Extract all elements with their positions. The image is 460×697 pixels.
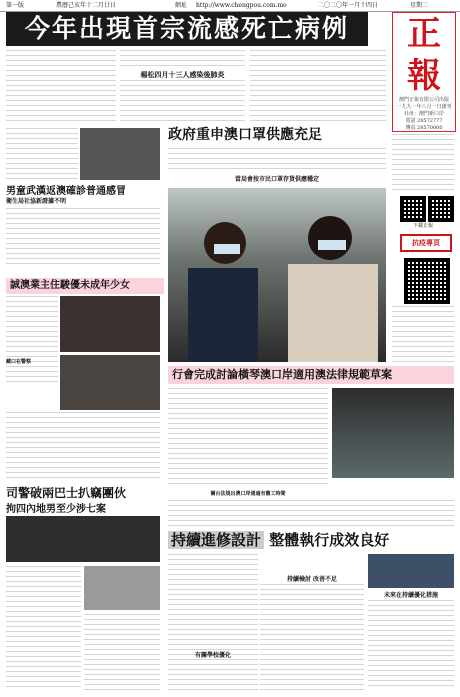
lead-headline: 今年出現首宗流感死亡病例 [6,12,368,46]
mask-icon [318,240,346,250]
page-number: 第一版 [6,2,25,9]
left-body-5 [6,566,81,690]
mask-supply-headline [168,126,386,144]
press-conference-photo [332,388,454,478]
lead-body-col4 [250,50,386,122]
border-law-body-2 [168,500,454,526]
police-photo [60,296,160,352]
masthead-info [392,134,454,194]
bus-subhead: 拘四內地男至少涉七案 [6,504,106,515]
qr-label: 下載正報 [412,223,433,229]
left-body-3 [6,296,58,386]
mask-body [168,148,386,172]
suspects-photo [6,516,160,562]
classroom-photo [80,128,160,180]
lead-subhead: 楊松四月十三人感染後肺炎 [140,70,225,79]
issue-date: 二〇二〇年一月十四日 [318,2,379,9]
design-subhead-1: 持續檢討 改善不足 [286,576,338,583]
masthead [392,12,456,132]
design-body-3 [368,600,454,690]
design-body-1 [168,554,258,690]
border-law-headline: 行會完成討論橫琴澳口岸適用澳法律規範草案 [168,366,454,384]
underage-headline: 誠澳業主住駿優未成年少女 [6,278,164,294]
evidence-photo [84,566,160,610]
arrest-photo [60,355,160,410]
masthead-line: 一九九一年八月一日創刊 [396,104,452,110]
weekday: 星期二 [410,2,429,9]
design-subhead-3: 有關學校優化 [194,652,231,659]
no-ncov-headline: 衛生局社協新證據不明 [6,198,67,205]
anti-epidemic-stamp[interactable]: 抗疫專頁 [400,234,452,252]
design-body-2 [260,584,364,690]
masthead-line: 傳真 28570000 [405,125,443,131]
masthead-line: 澳門正報有限公司出版 [398,97,449,103]
wuhan-boy-headline: 男童武漢返澳確診普通感冒 [6,186,126,197]
mask-headline-text: 政府重申澳口罩供應充足 [168,127,322,143]
lead-body-col1 [6,50,116,122]
masthead-notes [392,306,454,362]
design-headline [168,530,454,550]
url-label: 網址 [175,2,188,9]
masthead-line: 社址：澳門新口岸 [403,111,444,117]
left-body-4 [6,412,160,482]
official-body [188,268,258,362]
bus-headline: 司警破兩巴士扒竊團伙 [6,486,127,500]
lead-body-col3 [120,80,245,122]
mask-icon [214,244,240,254]
design-headline-pre: 持續進修設計 [168,531,264,549]
official-head [204,222,246,264]
design-photo [368,554,454,588]
masthead-title: 正報 [407,14,441,96]
left-body-6 [84,614,160,690]
site-url[interactable]: http://www.chengpou.com.mo [196,2,287,9]
qr-code-icon[interactable] [428,196,454,222]
left-body-2 [6,208,160,268]
official-body [288,264,378,362]
lunar-date: 農曆己亥年十二月廿日 [56,2,117,9]
qr-code-icon[interactable] [404,258,450,304]
left-body-1 [6,128,78,180]
qr-code-icon[interactable] [400,196,426,222]
lead-body-col2 [120,50,245,70]
border-law-subhead: 爾台法規出澳口岸通過有舊工時間 [210,491,286,497]
border-law-body [168,388,328,484]
mask-officials-photo [168,188,386,362]
top-bar [0,0,460,12]
mask-subhead: 當局會按市民口罩存貨供應穩定 [234,176,319,183]
design-subhead-2: 未來在持續優化措施 [383,592,438,599]
design-headline-main: 整體執行成效良好 [269,531,390,549]
masthead-line: 電話 28572777 [405,118,443,124]
cases-subhead: 藏口在警察 [6,359,32,365]
official-head [308,216,352,260]
